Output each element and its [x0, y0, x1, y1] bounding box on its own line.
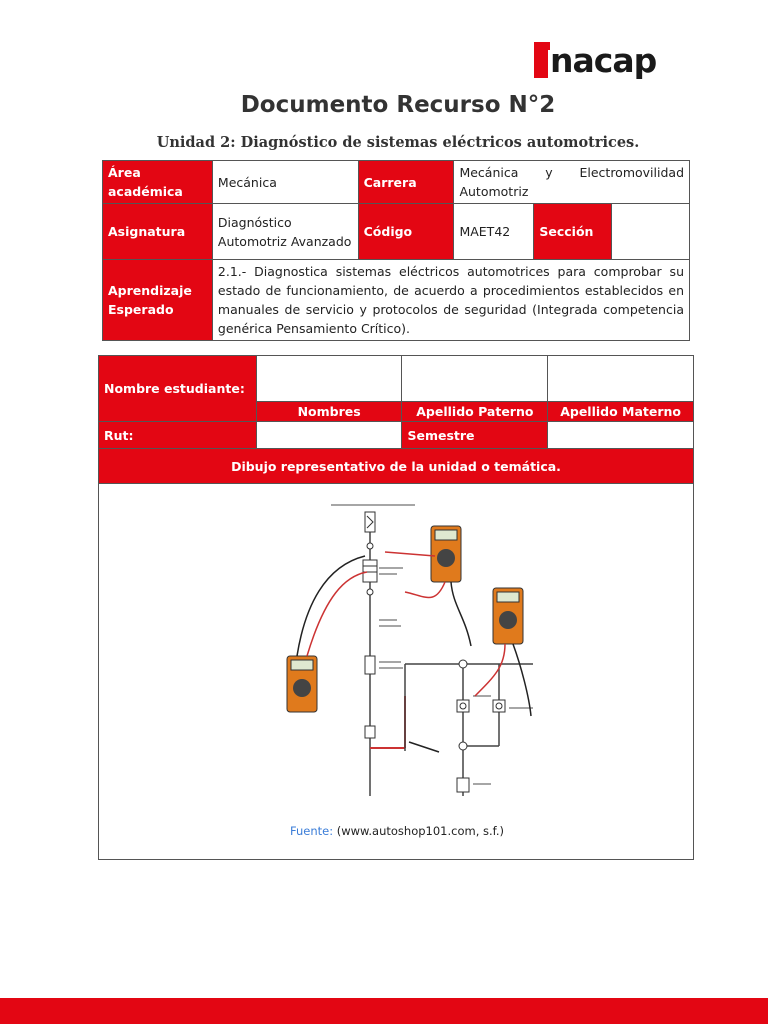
- apellido-paterno-label: Apellido Paterno: [402, 402, 548, 422]
- apellido-materno-field[interactable]: [548, 356, 694, 402]
- carrera-value: Mecánica y Electromovilidad Automotriz: [454, 161, 690, 204]
- inacap-logo: [534, 38, 656, 78]
- seccion-label: Sección: [534, 204, 612, 260]
- semestre-label: Semestre: [402, 422, 548, 449]
- dibujo-label: Dibujo representativo de la unidad o temática.: [99, 449, 694, 484]
- asignatura-value: Diagnóstico Automotriz Avanzado: [212, 204, 358, 260]
- area-value: Mecánica: [212, 161, 358, 204]
- logo-mark-icon: [534, 42, 548, 78]
- aprendizaje-label: Aprendizaje Esperado: [103, 260, 213, 341]
- codigo-label: Código: [358, 204, 454, 260]
- area-label: Área académica: [103, 161, 213, 204]
- apellido-paterno-field[interactable]: [402, 356, 548, 402]
- logo-text: nacap: [550, 41, 657, 80]
- figure-box: [98, 482, 694, 860]
- rut-label: Rut:: [99, 422, 257, 449]
- figure-source: [99, 824, 695, 838]
- nombres-label: Nombres: [256, 402, 402, 422]
- apellido-materno-label: Apellido Materno: [548, 402, 694, 422]
- carrera-label: Carrera: [358, 161, 454, 204]
- aprendizaje-value: 2.1.- Diagnostica sistemas eléctricos automotrices para comprobar su estado de funcionamiento, de acuerdo a procedimientos establecidos en manuales de servicio y protocolos de seguridad (Integrada competencia genérica Pensamiento Crítico).: [212, 260, 689, 341]
- codigo-value: MAET42: [454, 204, 534, 260]
- circuit-diagram-image: [285, 496, 545, 796]
- nombres-field[interactable]: [256, 356, 402, 402]
- semestre-field[interactable]: [548, 422, 694, 449]
- student-table: [98, 355, 694, 484]
- document-subtitle: Unidad 2: Diagnóstico de sistemas eléctricos automotrices.: [156, 134, 640, 151]
- rut-field[interactable]: [256, 422, 402, 449]
- footer-bar: [0, 998, 768, 1024]
- nombre-estudiante-label: Nombre estudiante:: [99, 356, 257, 422]
- source-label: Fuente:: [289, 824, 334, 838]
- source-text: (www.autoshop101.com, s.f.): [336, 824, 505, 838]
- asignatura-label: Asignatura: [103, 204, 213, 260]
- course-info-table: [102, 160, 690, 341]
- document-title: Documento Recurso N°2: [240, 92, 556, 118]
- seccion-value[interactable]: [612, 204, 690, 260]
